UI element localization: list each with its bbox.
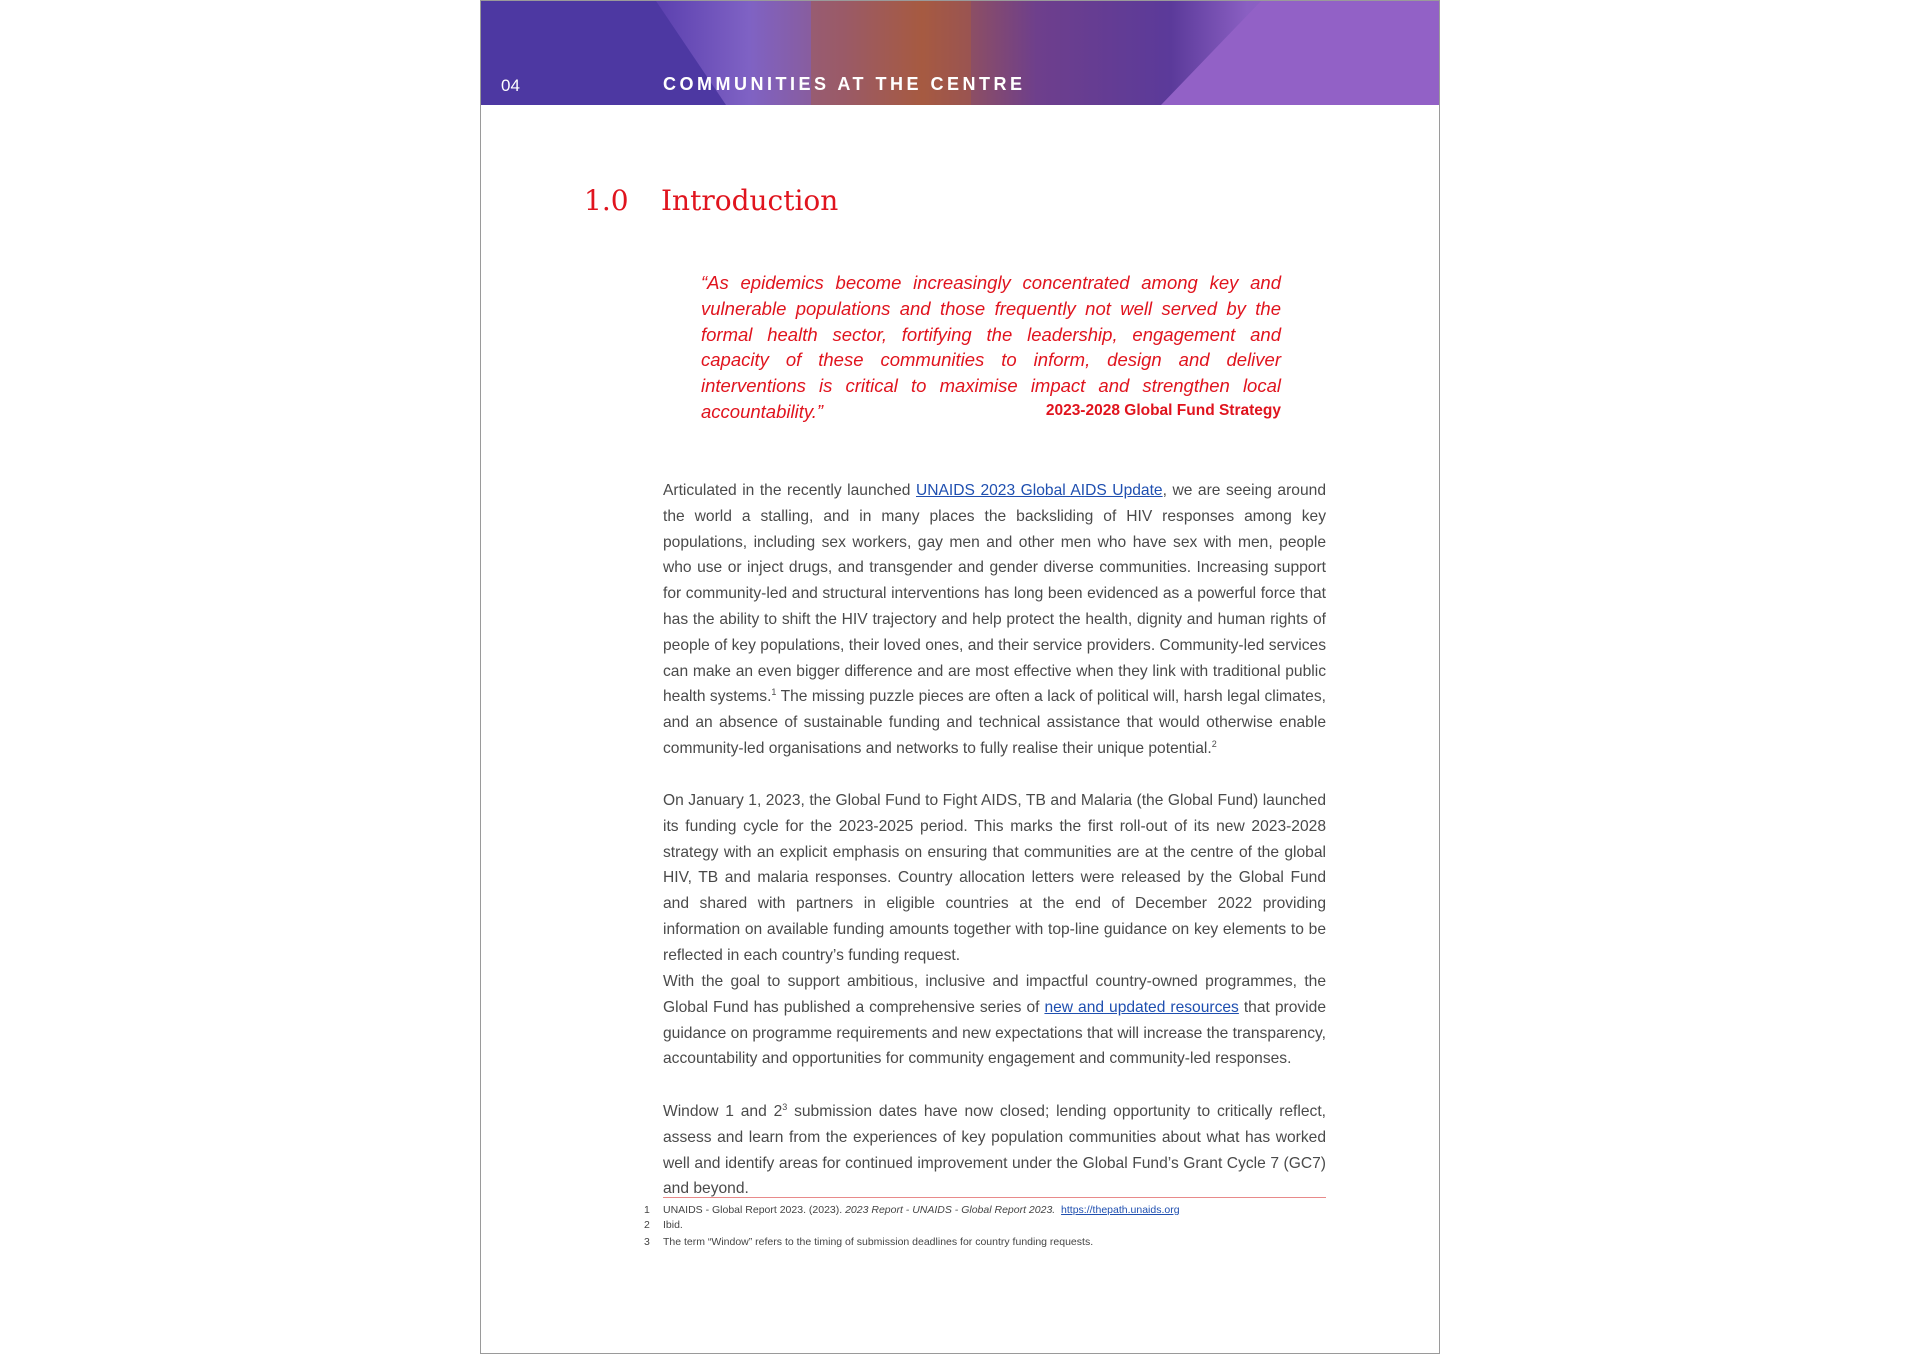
text: UNAIDS - Global Report 2023. (2023). bbox=[663, 1204, 846, 1216]
quote-attribution: 2023-2028 Global Fund Strategy bbox=[1045, 402, 1281, 419]
unaids-update-link[interactable]: UNAIDS 2023 Global AIDS Update bbox=[916, 482, 1163, 499]
footnote-number: 3 bbox=[644, 1236, 650, 1248]
heading-number: 1.0 bbox=[584, 184, 629, 217]
footnote-2 bbox=[644, 1219, 683, 1231]
footnote-ref[interactable]: 2 bbox=[1211, 738, 1217, 749]
footnote-1 bbox=[644, 1204, 1180, 1216]
paragraph-3 bbox=[663, 969, 1326, 1072]
footnote-3 bbox=[644, 1236, 1093, 1248]
page-number: 04 bbox=[501, 76, 520, 95]
footnote-link[interactable]: https://thepath.unaids.org bbox=[1061, 1204, 1180, 1216]
footnote-ref[interactable]: 1 bbox=[771, 687, 777, 698]
paragraph-1 bbox=[663, 478, 1326, 762]
footnote-number: 1 bbox=[644, 1204, 650, 1216]
footnote-ref[interactable]: 3 bbox=[782, 1101, 788, 1112]
paragraph-4 bbox=[663, 1099, 1326, 1202]
text: Ibid. bbox=[663, 1219, 683, 1231]
text: 2023 Report - UNAIDS - Global Report 2023. bbox=[845, 1204, 1056, 1216]
text: Articulated in the recently launched bbox=[663, 482, 916, 499]
text: The term “Window” refers to the timing of submission deadlines for country funding requests. bbox=[663, 1236, 1094, 1248]
text: With the goal to support ambitious, inclusive and impactful country-owned programmes, the Global Fund has published a comprehensive series of bbox=[663, 973, 1326, 1016]
heading-title: Introduction bbox=[661, 184, 839, 217]
text: submission dates have now closed; lending opportunity to critically reflect, assess and learn from the experiences of key population communities about what has worked well and identify areas for continued improvement under the Global Fund’s Grant Cycle 7 (GC7) and beyond. bbox=[663, 1103, 1326, 1198]
section-title: COMMUNITIES AT THE CENTRE bbox=[663, 74, 1026, 94]
text: Window 1 and 2 bbox=[663, 1103, 783, 1120]
document-page bbox=[480, 0, 1440, 1354]
text: , we are seeing around the world a stalling, and in many places the backsliding of HIV responses among key populations, including sex workers, gay men and other men who have sex with men, people who use or inject drugs, and transgender and gender diverse communities. Increasing support for community-led and structural interventions has long been evidenced as a powerful force that has the ability to shift the HIV trajectory and help protect the health, dignity and human rights of people of key populations, their loved ones, and their service providers. Community-led services can make an even bigger difference and are most effective when they link with traditional public health systems. bbox=[663, 482, 1326, 706]
footnote-divider bbox=[663, 1197, 1326, 1198]
header-banner bbox=[481, 1, 1439, 105]
pull-quote: “As epidemics become increasingly concentrated among key and vulnerable populations and those frequently not well served by the formal health sector, fortifying the leadership, engagement and capacity of these communities to inform, design and deliver interventions is critical to maximise impact and strengthen local accountability.” bbox=[701, 272, 1281, 422]
resources-link[interactable]: new and updated resources bbox=[1044, 998, 1239, 1016]
text: The missing puzzle pieces are often a lack of political will, harsh legal climates, and an absence of sustainable funding and technical assistance that would otherwise enable community-led organisations and networks to fully realise their unique potential. bbox=[663, 688, 1326, 757]
text: that provide guidance on programme requirements and new expectations that will increase the transparency, accountability and opportunities for community engagement and community-led responses. bbox=[663, 998, 1326, 1068]
footnote-number: 2 bbox=[644, 1219, 650, 1231]
paragraph-2: On January 1, 2023, the Global Fund to Fight AIDS, TB and Malaria (the Global Fund) launched its funding cycle for the 2023-2025 period. This marks the first roll-out of its new 2023-2028 strategy with an explicit emphasis on ensuring that communities are at the centre of the global HIV, TB and malaria responses. Country allocation letters were released by the Global Fund and shared with partners in eligible countries at the end of December 2022 providing information on available funding amounts together with top-line guidance on key elements to be reflected in each country’s funding request. bbox=[663, 792, 1326, 964]
